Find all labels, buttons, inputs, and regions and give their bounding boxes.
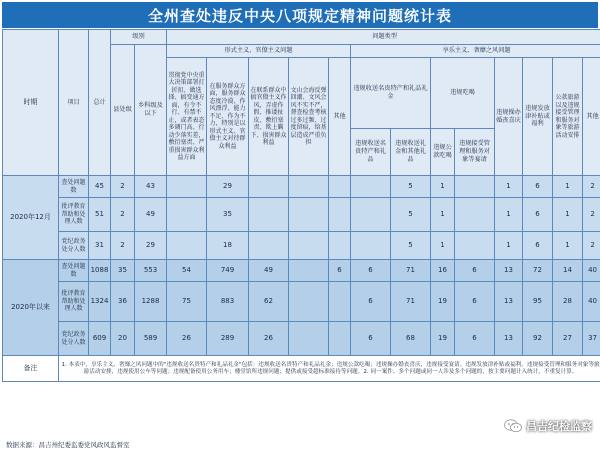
header-period: 时期 <box>3 30 59 176</box>
header-hedonism-2b: 违规接受管理和服务对象等宴请 <box>455 129 495 176</box>
header-hedonism-other: 其他 <box>583 58 600 176</box>
cell-hedonism-1b: 5 <box>391 232 431 260</box>
cell-hedonism-1a <box>351 176 391 198</box>
cell-hedonism-other: 2 <box>583 232 600 260</box>
period-cell: 2020年以来 <box>3 260 59 356</box>
cell-level-county: 36 <box>111 282 135 322</box>
wechat-icon <box>504 419 522 433</box>
cell-level-township: 589 <box>135 322 167 356</box>
cell-level-county: 20 <box>111 322 135 356</box>
cell-hedonism-2a: 1 <box>431 176 455 198</box>
cell-total: 45 <box>89 176 111 198</box>
cell-hedonism-2a: 1 <box>431 232 455 260</box>
cell-formalism-4 <box>289 322 329 356</box>
cell-formalism-4 <box>289 282 329 322</box>
cell-formalism-1: 26 <box>167 322 207 356</box>
cell-formalism-1 <box>167 232 207 260</box>
cell-level-county: 2 <box>111 232 135 260</box>
header-hedonism-group: 享乐主义、奢靡之风问题 <box>351 45 600 58</box>
header-level-group: 级别 <box>111 30 167 45</box>
cell-level-county: 35 <box>111 260 135 282</box>
cell-hedonism-3: 13 <box>495 282 523 322</box>
period-cell: 2020年12月 <box>3 176 59 260</box>
cell-hedonism-2b <box>455 176 495 198</box>
cell-level-township: 553 <box>135 260 167 282</box>
header-formalism-4: 文山会海反弹回潮、文风会风不实不严，督查检查考核过多过频、过度留痕，给基层造成严重负担 <box>289 58 329 176</box>
cell-hedonism-other: 2 <box>583 176 600 198</box>
cell-formalism-3: 62 <box>249 282 289 322</box>
cell-formalism-2: 18 <box>207 232 249 260</box>
cell-formalism-2: 883 <box>207 282 249 322</box>
cell-hedonism-4: 6 <box>523 232 553 260</box>
cell-hedonism-other: 40 <box>583 282 600 322</box>
note-label: 备注 <box>3 356 59 382</box>
row-item-label: 党纪政务处分人数 <box>59 232 89 260</box>
cell-hedonism-4: 6 <box>523 176 553 198</box>
cell-formalism-3 <box>249 232 289 260</box>
cell-hedonism-1a: 6 <box>351 322 391 356</box>
cell-hedonism-2a: 19 <box>431 282 455 322</box>
cell-level-township: 43 <box>135 176 167 198</box>
cell-hedonism-3: 1 <box>495 176 523 198</box>
header-problem-type: 问题类型 <box>167 30 600 45</box>
cell-hedonism-3: 13 <box>495 260 523 282</box>
cell-hedonism-other: 2 <box>583 198 600 232</box>
cell-total: 609 <box>89 322 111 356</box>
note-text: 1. 本表中，享乐主义、奢靡之风问题中的"违规收送名贵特产和礼品礼金"包括：违规收送名贵特产和礼品礼金；违规公款吃喝；违规操办婚丧喜庆，违规接受宴请。违规发放津补贴或福利，违规接受管理和服务对象等旅游活动安排，违规使用公车等问题；违规配备使用公务用车；楼堂馆所违规问题；提供或接受超标准接待等问题。2. 同一案件、多个问题或同一人涉及多个问题的，按主要问题计入统计，不重复计算。 <box>59 356 600 382</box>
cell-hedonism-2a: 16 <box>431 260 455 282</box>
header-hedonism-5: 公款旅游以及违规接受管理和服务对象等旅游活动安排 <box>553 58 583 176</box>
cell-hedonism-1a <box>351 232 391 260</box>
row-item-label: 查处问题数 <box>59 260 89 282</box>
cell-formalism-other <box>329 282 351 322</box>
cell-formalism-other <box>329 198 351 232</box>
cell-level-township: 1288 <box>135 282 167 322</box>
cell-hedonism-5: 1 <box>553 198 583 232</box>
cell-formalism-3 <box>249 198 289 232</box>
cell-formalism-4 <box>289 232 329 260</box>
cell-hedonism-5: 14 <box>553 260 583 282</box>
header-formalism-2: 在服务群众方面，服务群众态度冷漠、作风漂浮、能力不足、作为不力，特别是以形式主义、官僚主义对待群众利益 <box>207 58 249 176</box>
cell-hedonism-2b: 6 <box>455 282 495 322</box>
cell-hedonism-1b: 71 <box>391 282 431 322</box>
cell-formalism-3: 49 <box>249 260 289 282</box>
cell-formalism-1 <box>167 198 207 232</box>
cell-hedonism-1b: 5 <box>391 176 431 198</box>
cell-hedonism-5: 28 <box>553 282 583 322</box>
header-formalism-3: 在联系群众中搞官僚主义作风，弄虚作假、推诿扯皮、敷衍塞责、欺上瞒下、损害群众利益 <box>249 58 289 176</box>
cell-formalism-2: 289 <box>207 322 249 356</box>
cell-hedonism-5: 1 <box>553 176 583 198</box>
cell-level-township: 49 <box>135 198 167 232</box>
cell-hedonism-2b: 6 <box>455 260 495 282</box>
cell-hedonism-1a <box>351 198 391 232</box>
cell-total: 1324 <box>89 282 111 322</box>
header-formalism-1: 贯彻党中央重大决策部署打折扣、做选择、搞变通方面，有令不行、有禁不止，或者表态多调门高、行动少落实差，敷衍塞责、严重损害群众利益方面 <box>167 58 207 176</box>
cell-formalism-1 <box>167 176 207 198</box>
cell-formalism-other <box>329 176 351 198</box>
cell-hedonism-5: 27 <box>553 322 583 356</box>
cell-formalism-1: 54 <box>167 260 207 282</box>
cell-formalism-2: 35 <box>207 198 249 232</box>
header-hedonism-3: 违规操办婚丧喜庆 <box>495 58 523 176</box>
cell-hedonism-3: 1 <box>495 198 523 232</box>
header-hedonism-2a: 违规公款吃喝 <box>431 129 455 176</box>
cell-hedonism-1b: 5 <box>391 198 431 232</box>
cell-formalism-3: 26 <box>249 322 289 356</box>
cell-hedonism-other: 37 <box>583 322 600 356</box>
cell-hedonism-5: 1 <box>553 232 583 260</box>
header-item: 项目 <box>59 30 89 176</box>
cell-hedonism-4: 72 <box>523 260 553 282</box>
cell-formalism-2: 29 <box>207 176 249 198</box>
cell-hedonism-4: 6 <box>523 198 553 232</box>
header-level-township: 乡科级及以下 <box>135 45 167 176</box>
row-item-label: 批评教育帮助和处理人数 <box>59 282 89 322</box>
header-hedonism-1a: 违规收送名贵特产和礼品 <box>351 129 391 176</box>
cell-hedonism-2a: 1 <box>431 198 455 232</box>
cell-hedonism-3: 13 <box>495 322 523 356</box>
data-source: 数据来源：昌吉州纪委监委党风政风监督室 <box>6 441 130 449</box>
cell-formalism-other: 6 <box>329 260 351 282</box>
cell-level-township: 29 <box>135 232 167 260</box>
header-formalism-group: 形式主义、官僚主义问题 <box>167 45 351 58</box>
cell-formalism-2: 749 <box>207 260 249 282</box>
cell-hedonism-2b: 6 <box>455 322 495 356</box>
table-title: 全州查处违反中央八项规定精神问题统计表 <box>2 2 598 28</box>
cell-hedonism-4: 92 <box>523 322 553 356</box>
row-item-label: 批评教育帮助和处理人数 <box>59 198 89 232</box>
header-hedonism-2: 违规吃喝 <box>431 58 495 129</box>
header-hedonism-1: 违规收送名贵特产和礼品礼金 <box>351 58 431 129</box>
wechat-watermark <box>504 418 592 434</box>
header-formalism-other: 其他 <box>329 58 351 176</box>
cell-hedonism-2b <box>455 198 495 232</box>
cell-formalism-1: 75 <box>167 282 207 322</box>
statistics-table <box>2 29 600 382</box>
cell-hedonism-2b <box>455 232 495 260</box>
cell-hedonism-3: 1 <box>495 232 523 260</box>
cell-formalism-4 <box>289 198 329 232</box>
row-item-label: 查处问题数 <box>59 176 89 198</box>
cell-level-county: 2 <box>111 176 135 198</box>
header-total: 总计 <box>89 30 111 176</box>
cell-formalism-other <box>329 322 351 356</box>
cell-total: 1088 <box>89 260 111 282</box>
cell-hedonism-1a: 6 <box>351 260 391 282</box>
cell-total: 31 <box>89 232 111 260</box>
watermark-text: 昌吉纪检监察 <box>526 420 592 433</box>
cell-hedonism-2a: 19 <box>431 322 455 356</box>
cell-formalism-4 <box>289 260 329 282</box>
cell-level-county: 2 <box>111 198 135 232</box>
header-hedonism-4: 违规发放津补贴或福利 <box>523 58 553 176</box>
cell-hedonism-1a: 6 <box>351 282 391 322</box>
header-level-county: 县处级 <box>111 45 135 176</box>
cell-formalism-other <box>329 232 351 260</box>
header-hedonism-1b: 违规收送礼金和其他礼品 <box>391 129 431 176</box>
cell-total: 51 <box>89 198 111 232</box>
cell-formalism-3 <box>249 176 289 198</box>
cell-hedonism-1b: 68 <box>391 322 431 356</box>
cell-hedonism-4: 95 <box>523 282 553 322</box>
cell-formalism-4 <box>289 176 329 198</box>
cell-hedonism-other: 40 <box>583 260 600 282</box>
cell-hedonism-1b: 71 <box>391 260 431 282</box>
row-item-label: 党纪政务处分人数 <box>59 322 89 356</box>
